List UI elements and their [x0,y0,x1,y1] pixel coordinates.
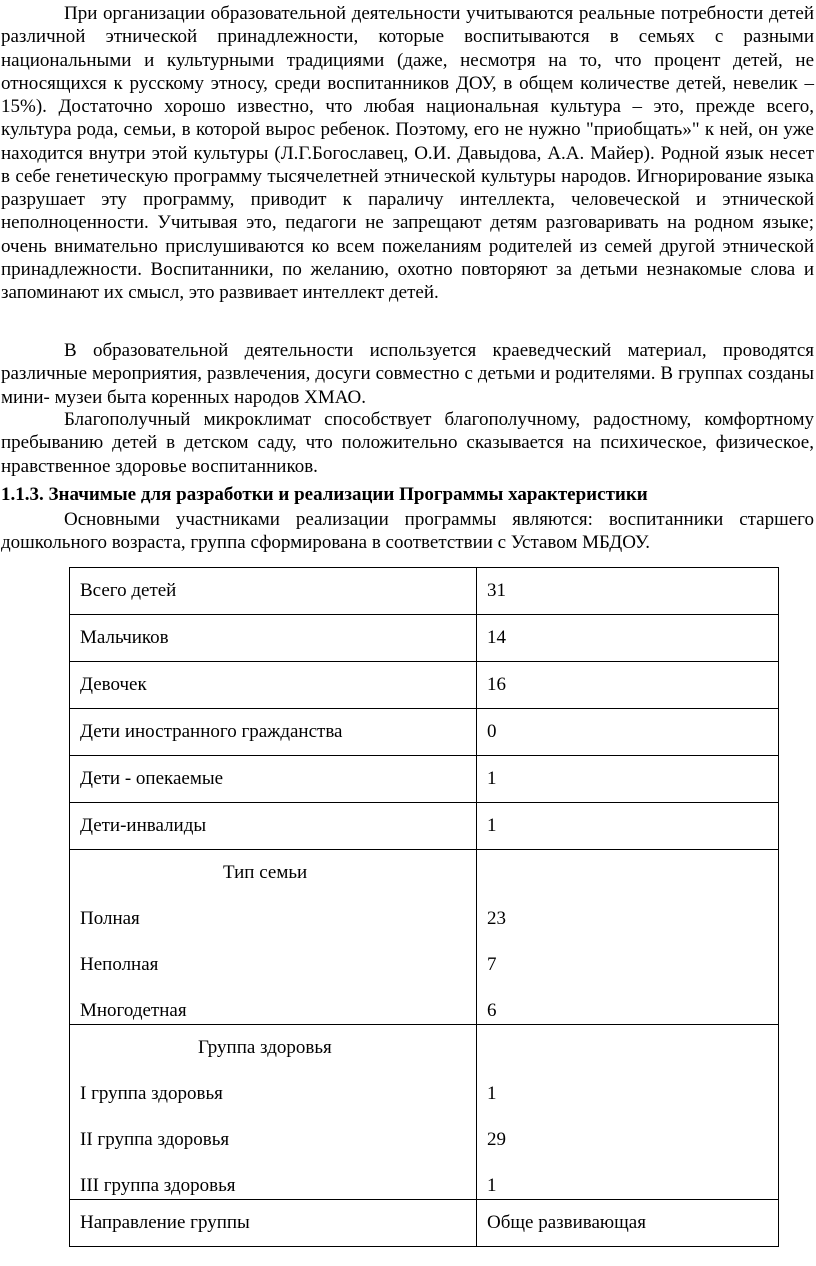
family-item-label: Неполная [80,954,159,975]
row-value: Обще развивающая [477,1200,779,1247]
table-row [70,615,779,662]
paragraph-regional: В образовательной деятельности используется краеведческий материал, проводятся различные мероприятия, развлечения, досуги совместно с детьми и родителями. В группах созданы мини- музеи быта коренных народов ХМАО. [1,340,814,408]
family-type-labels [70,850,477,1025]
table-row [70,1200,779,1247]
family-item-value: 7 [487,954,497,975]
health-item-value: 1 [487,1175,497,1196]
health-item-value: 1 [487,1083,497,1104]
row-label: Дети иностранного гражданства [70,709,477,756]
children-stats-table [69,567,779,1247]
table-row [70,803,779,850]
table-row [70,568,779,615]
health-group-title: Группа здоровья [198,1037,332,1058]
row-value: 1 [477,756,779,803]
row-value: 0 [477,709,779,756]
row-value: 14 [477,615,779,662]
row-value: 16 [477,662,779,709]
row-label: Дети - опекаемые [70,756,477,803]
table-row-family [70,850,779,1025]
health-item-label: III группа здоровья [80,1175,236,1196]
health-group-labels [70,1025,477,1200]
row-label: Всего детей [70,568,477,615]
row-label: Девочек [70,662,477,709]
health-item-label: II группа здоровья [80,1129,230,1150]
row-label: Дети-инвалиды [70,803,477,850]
table-row [70,756,779,803]
health-item-label: I группа здоровья [80,1083,223,1104]
paragraph-microclimate: Благополучный микроклимат способствует благополучному, радостному, комфортному пребыванию детей в детском саду, что положительно сказывается на психическое, физическое, нравственное здоровье воспитанников. [1,409,814,477]
health-group-values [477,1025,779,1200]
table-row-health [70,1025,779,1200]
section-heading: 1.1.3. Значимые для разработки и реализации Программы характеристики [1,484,648,505]
family-type-values [477,850,779,1025]
row-value: 31 [477,568,779,615]
family-item-value: 6 [487,1000,497,1021]
family-type-title: Тип семьи [223,862,308,883]
paragraph-ethnic: При организации образовательной деятельности учитываются реальные потребности детей различной этнической принадлежности, которые воспитываются в семьях с разными национальными и культурными традициями (даже, несмотря на то, что процент детей, не относящихся к русскому этносу, среди воспитанников ДОУ, в общем количестве детей, невелик – 15%). Достаточно хорошо известно, что любая национальная культура – это, прежде всего, культура рода, семьи, в которой вырос ребенок. Поэтому, его не нужно "приобщать»" к ней, он уже находится внутри этой культуры (Л.Г.Богославец, О.И. Давыдова, А.А. Майер). Родной язык несет в себе генетическую программу тысячелетней этнической культуры народов. Игнорирование языка разрушает эту программу, приводит к параличу интеллекта, человеческой и этнической неполноценности. Учитывая это, педагоги не запрещают детям разговаривать на родном языке; очень внимательно прислушиваются ко всем пожеланиям родителей из семей другой этнической принадлежности. Воспитанники, по желанию, охотно повторяют за детьми незнакомые слова и запоминают их смысл, это развивает интеллект детей. [1,3,814,303]
health-item-value: 29 [487,1129,506,1150]
row-label: Направление группы [70,1200,477,1247]
paragraph-participants: Основными участниками реализации программы являются: воспитанники старшего дошкольного возраста, группа сформирована в соответствии с Уставом МБДОУ. [1,509,814,554]
table-row [70,662,779,709]
family-item-label: Полная [80,908,140,929]
row-value: 1 [477,803,779,850]
family-item-label: Многодетная [80,1000,187,1021]
table-row [70,709,779,756]
family-item-value: 23 [487,908,506,929]
row-label: Мальчиков [70,615,477,662]
